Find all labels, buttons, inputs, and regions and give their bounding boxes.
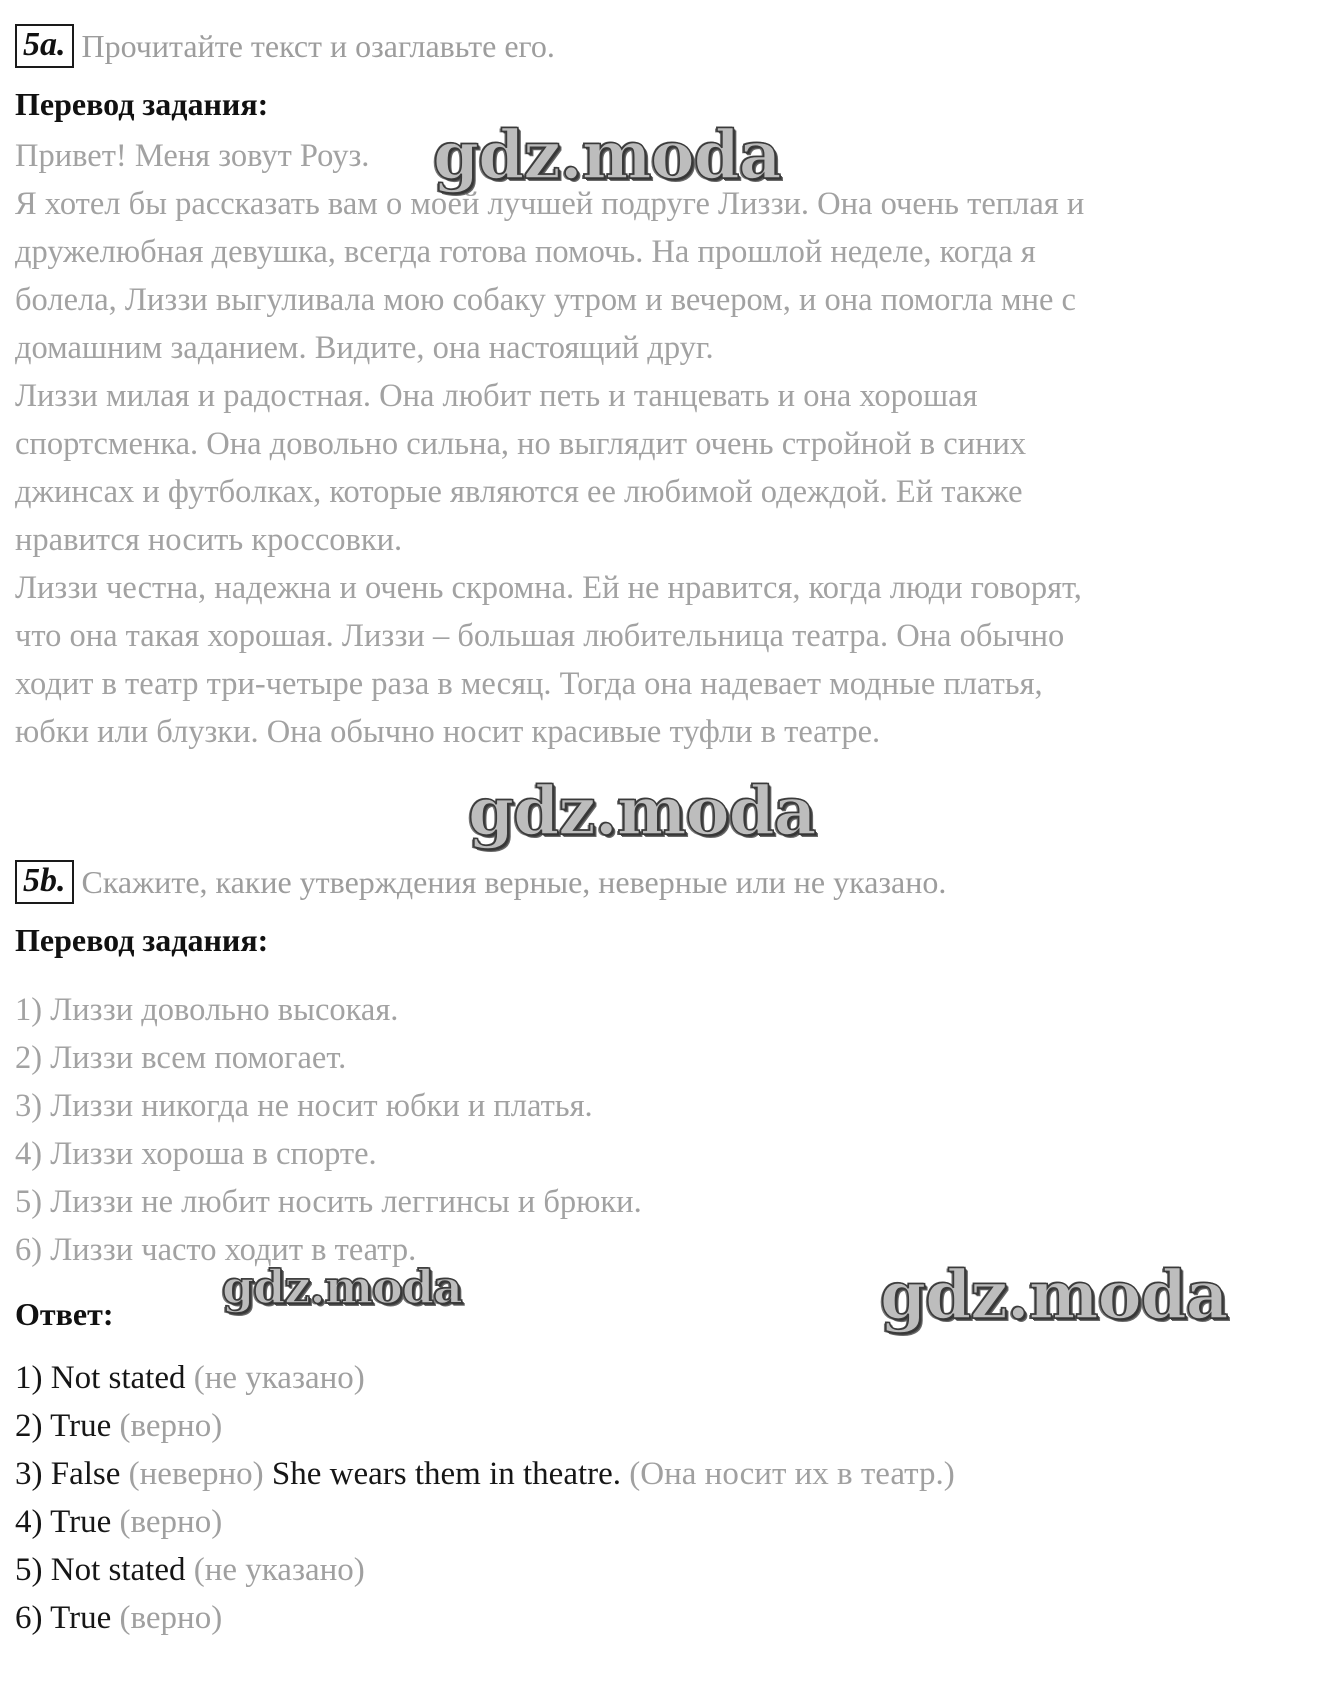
answer-ru: (не указано) — [193, 1552, 365, 1588]
text-line: дружелюбная девушка, всегда готова помочь. На прошлой неделе, когда я — [15, 234, 1036, 270]
watermark: gdz.moda — [880, 1256, 1228, 1334]
answer-ru-extra: (Она носит их в театр.) — [629, 1456, 955, 1492]
answer-heading: Ответ: — [15, 1296, 114, 1332]
statement-item: 4) Лиззи хороша в спорте. — [15, 1136, 377, 1172]
answer-en: 1) Not stated — [15, 1360, 186, 1396]
exercise-5b-translation-heading: Перевод задания: — [15, 922, 269, 958]
answer-en: 5) Not stated — [15, 1552, 186, 1588]
statements-list — [15, 986, 642, 1274]
exercise-5b-label: 5b. — [15, 860, 74, 904]
exercise-5a-header — [15, 24, 555, 68]
answer-item — [15, 1402, 955, 1450]
text-line: ходит в театр три-четыре раза в месяц. Тогда она надевает модные платья, — [15, 666, 1043, 702]
statement-item: 3) Лиззи никогда не носит юбки и платья. — [15, 1088, 593, 1124]
text-line: домашним заданием. Видите, она настоящий друг. — [15, 330, 714, 366]
exercise-5a-label: 5a. — [15, 24, 74, 68]
answers-list — [15, 1354, 955, 1642]
answer-ru: (верно) — [119, 1504, 223, 1540]
exercise-5a-instruction: Прочитайте текст и озаглавьте его. — [81, 27, 555, 64]
answer-en-extra: She wears them in theatre. — [271, 1456, 622, 1492]
answer-ru: (не указано) — [193, 1360, 365, 1396]
exercise-5b-instruction: Скажите, какие утверждения верные, неверные или не указано. — [81, 863, 947, 900]
answer-ru: (верно) — [119, 1408, 223, 1444]
text-line: нравится носить кроссовки. — [15, 522, 403, 558]
text-line: спортсменка. Она довольно сильна, но выглядит очень стройной в синих — [15, 426, 1027, 462]
answer-ru: (верно) — [119, 1600, 223, 1636]
exercise-5a-translation-heading: Перевод задания: — [15, 86, 269, 122]
answer-item — [15, 1498, 955, 1546]
answer-item — [15, 1450, 955, 1498]
statement-item: 1) Лиззи довольно высокая. — [15, 992, 399, 1028]
text-line: Я хотел бы рассказать вам о моей лучшей подруге Лиззи. Она очень теплая и — [15, 186, 1085, 222]
statement-item: 2) Лиззи всем помогает. — [15, 1040, 347, 1076]
watermark: gdz.moda — [433, 116, 781, 194]
answer-ru: (неверно) — [128, 1456, 264, 1492]
answer-en: 3) False — [15, 1456, 121, 1492]
text-line: что она такая хорошая. Лиззи – большая любительница театра. Она обычно — [15, 618, 1065, 654]
answer-en: 4) True — [15, 1504, 112, 1540]
text-line: Лиззи честна, надежна и очень скромна. Ей не нравится, когда люди говорят, — [15, 570, 1082, 606]
text-line: юбки или блузки. Она обычно носит красивые туфли в театре. — [15, 714, 881, 750]
text-line: джинсах и футболках, которые являются ее любимой одеждой. Ей также — [15, 474, 1023, 510]
statement-item: 5) Лиззи не любит носить леггинсы и брюки. — [15, 1184, 642, 1220]
text-line: Лиззи милая и радостная. Она любит петь и танцевать и она хорошая — [15, 378, 978, 414]
answer-item — [15, 1546, 955, 1594]
answer-item — [15, 1354, 955, 1402]
watermark: gdz.moda — [468, 772, 816, 850]
text-line: Привет! Меня зовут Роуз. — [15, 138, 370, 174]
answer-en: 6) True — [15, 1600, 112, 1636]
answer-item — [15, 1594, 955, 1642]
exercise-5b-header — [15, 860, 946, 904]
statement-item: 6) Лиззи часто ходит в театр. — [15, 1232, 417, 1268]
text-line: болела, Лиззи выгуливала мою собаку утром и вечером, и она помогла мне с — [15, 282, 1076, 318]
answer-en: 2) True — [15, 1408, 112, 1444]
watermark: gdz.moda — [222, 1260, 462, 1314]
exercise-5a-text — [15, 132, 1315, 756]
